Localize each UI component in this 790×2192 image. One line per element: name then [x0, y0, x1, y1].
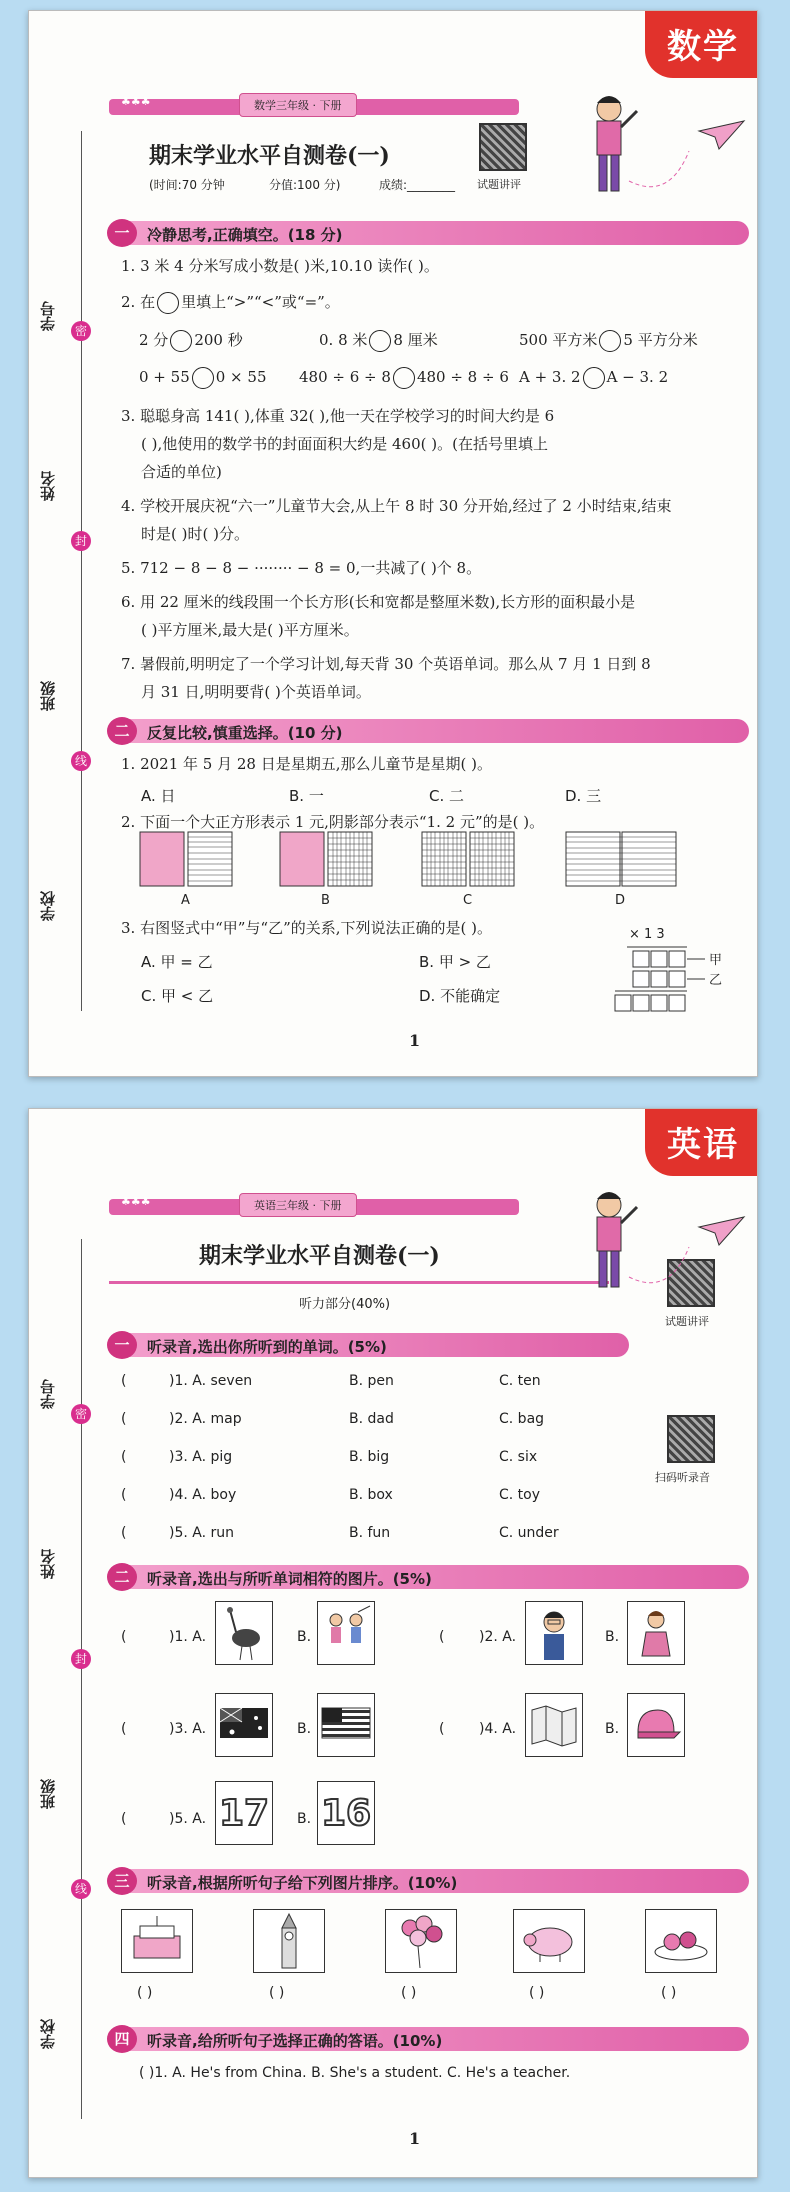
- section-number: 一: [107, 219, 137, 247]
- word-option-c[interactable]: C. under: [499, 1525, 559, 1541]
- compare-circle[interactable]: [192, 367, 214, 389]
- ostrich-picture[interactable]: [215, 1601, 273, 1665]
- section-title: 听录音,给所听句子选择正确的答语。(10%): [147, 2032, 443, 2050]
- math-mc1: 1. 2021 年 5 月 28 日是星期五,那么儿童节是星期( )。: [121, 755, 492, 773]
- title-underline: [109, 1281, 609, 1284]
- compare-item: 0 + 55 0 × 55: [139, 367, 267, 389]
- usa-flag-picture[interactable]: [317, 1693, 375, 1757]
- grid-option-b-figure[interactable]: [279, 831, 373, 887]
- math-q1: 1. 3 米 4 分米写成小数是( )米,10.10 读作( )。: [121, 257, 439, 275]
- math-q6-line2: ( )平方厘米,最大是( )平方厘米。: [141, 621, 359, 639]
- math-section-1-header: [109, 221, 749, 245]
- english-section-1-header: [109, 1333, 629, 1357]
- seal-xian: 线: [71, 751, 91, 771]
- word-option-a[interactable]: )3. A. pig: [169, 1449, 233, 1465]
- section-number: 一: [107, 1331, 137, 1359]
- side-label-school: 学校: [39, 2019, 57, 2049]
- math-q3-line1: 3. 聪聪身高 141( ),体重 32( ),他一天在学校学习的时间大约是 6: [121, 407, 555, 425]
- english-qr-caption: 试题讲评: [665, 1315, 709, 1328]
- pic-option-b-label: B.: [297, 1629, 312, 1645]
- answer-blank[interactable]: (: [439, 1629, 445, 1645]
- math-q7-line1: 7. 暑假前,明明定了一个学习计划,每天背 30 个英语单词。那么从 7 月 1 日到 8: [121, 655, 651, 673]
- word-option-b[interactable]: B. pen: [349, 1373, 394, 1389]
- boy-with-paper-plane-illustration: [569, 91, 749, 211]
- binding-dashed-line: [81, 131, 82, 1011]
- side-label-student-no: 学号: [39, 301, 57, 331]
- seal-feng: 封: [71, 1649, 91, 1669]
- boy-with-paper-plane-illustration: [569, 1187, 749, 1307]
- answer-blank[interactable]: (: [121, 1525, 127, 1541]
- side-label-school: 学校: [39, 891, 57, 921]
- mc1-option-b[interactable]: B. 一: [289, 787, 324, 805]
- grid-option-c-figure[interactable]: [421, 831, 515, 887]
- order-blank[interactable]: ( ): [401, 1985, 417, 2001]
- vertical-calc-multiplier: × 1 3: [629, 927, 665, 942]
- mc3-option-a[interactable]: A. 甲 = 乙: [141, 953, 213, 971]
- answer-blank[interactable]: (: [121, 1721, 127, 1737]
- compare-circle[interactable]: [599, 330, 621, 352]
- section-number: 二: [107, 1563, 137, 1591]
- section-title: 反复比较,慎重选择。(10 分): [147, 724, 343, 742]
- mc1-option-a[interactable]: A. 日: [141, 787, 176, 805]
- pic-option-b-label: B.: [297, 1721, 312, 1737]
- cake-picture[interactable]: [121, 1909, 193, 1973]
- word-option-b[interactable]: B. big: [349, 1449, 390, 1465]
- pic-question-label: )2. A.: [479, 1629, 517, 1645]
- number-a-text: 17: [218, 1792, 270, 1834]
- compare-circle[interactable]: [583, 367, 605, 389]
- order-blank[interactable]: ( ): [137, 1985, 153, 2001]
- compare-item: 480 ÷ 6 ÷ 8 480 ÷ 8 ÷ 6: [299, 367, 509, 389]
- math-page-number: 1: [409, 1031, 421, 1050]
- word-option-c[interactable]: C. toy: [499, 1487, 541, 1503]
- girl-picture[interactable]: [627, 1601, 685, 1665]
- math-exam-sheet: [28, 10, 758, 1077]
- math-paper-title: 期末学业水平自测卷(一): [149, 143, 390, 169]
- compare-circle[interactable]: [157, 292, 179, 314]
- grid-label-b: B: [321, 893, 330, 908]
- listening-part-label: 听力部分(40%): [299, 1297, 391, 1312]
- mc3-option-b[interactable]: B. 甲 > 乙: [419, 953, 491, 971]
- math-grade-tag: 数学三年级 · 下册: [239, 93, 357, 117]
- answer-blank[interactable]: (: [121, 1487, 127, 1503]
- section4-question-1[interactable]: ( )1. A. He's from China. B. She's a student. C. He's a teacher.: [139, 2065, 571, 2081]
- answer-blank[interactable]: (: [121, 1411, 127, 1427]
- pic-question-label: )3. A.: [169, 1721, 207, 1737]
- word-option-b[interactable]: B. fun: [349, 1525, 391, 1541]
- math-meta-result: 成绩:________: [379, 178, 456, 192]
- word-option-a[interactable]: )1. A. seven: [169, 1373, 253, 1389]
- q2-rest-text: 里填上“>”“<”或“=”。: [181, 293, 340, 311]
- answer-blank[interactable]: (: [439, 1721, 445, 1737]
- vertical-calc-figure: [605, 945, 725, 1023]
- number-picture-a[interactable]: [215, 1781, 273, 1845]
- order-blank[interactable]: ( ): [269, 1985, 285, 2001]
- number-b-text: 16: [320, 1792, 372, 1834]
- english-paper-title: 期末学业水平自测卷(一): [199, 1243, 440, 1269]
- answer-blank[interactable]: (: [121, 1629, 127, 1645]
- fruit-plate-picture[interactable]: [645, 1909, 717, 1973]
- side-label-name: 姓名: [39, 471, 57, 501]
- english-section-4-header: [109, 2027, 749, 2051]
- section-title: 听录音,根据所听句子给下列图片排序。(10%): [147, 1874, 458, 1892]
- grid-option-d-figure[interactable]: [565, 831, 677, 887]
- compare-circle[interactable]: [393, 367, 415, 389]
- number-picture-b[interactable]: [317, 1781, 375, 1845]
- section-title: 听录音,选出你所听到的单词。(5%): [147, 1338, 387, 1356]
- compare-item: A + 3. 2 A − 3. 2: [519, 367, 668, 389]
- math-section-2-header: [109, 719, 749, 743]
- english-subject-badge: 英语: [645, 1109, 757, 1176]
- math-q4-line1: 4. 学校开展庆祝“六一”儿童节大会,从上午 8 时 30 分开始,经过了 2 小时结束,结束: [121, 497, 672, 515]
- grid-label-c: C: [463, 893, 473, 908]
- math-q4-line2: 时是( )时( )分。: [141, 525, 249, 543]
- math-mc3: 3. 右图竖式中“甲”与“乙”的关系,下列说法正确的是( )。: [121, 919, 492, 937]
- mc1-option-d[interactable]: D. 三: [565, 787, 602, 805]
- word-option-b[interactable]: B. dad: [349, 1411, 394, 1427]
- seal-feng: 封: [71, 531, 91, 551]
- man-picture[interactable]: [525, 1601, 583, 1665]
- mc1-option-c[interactable]: C. 二: [429, 787, 465, 805]
- section-number: 三: [107, 1867, 137, 1895]
- pic-option-b-label: B.: [605, 1721, 620, 1737]
- section-title: 听录音,选出与所听单词相符的图片。(5%): [147, 1570, 432, 1588]
- math-q3-line3: 合适的单位): [141, 463, 222, 481]
- answer-blank[interactable]: (: [121, 1373, 127, 1389]
- word-option-a[interactable]: )4. A. boy: [169, 1487, 237, 1503]
- grid-label-d: D: [615, 893, 626, 908]
- listening-qr-caption: 扫码听录音: [655, 1471, 710, 1484]
- children-picture[interactable]: [317, 1601, 375, 1665]
- grid-label-a: A: [181, 893, 190, 908]
- balloons-picture[interactable]: [385, 1909, 457, 1973]
- map-picture[interactable]: [525, 1693, 583, 1757]
- compare-item: 500 平方米 5 平方分米: [519, 329, 698, 352]
- seal-mi: 密: [71, 321, 91, 341]
- pig-picture[interactable]: [513, 1909, 585, 1973]
- mc3-option-c[interactable]: C. 甲 < 乙: [141, 987, 214, 1005]
- english-exam-sheet: [28, 1108, 758, 2178]
- math-subject-badge: 数学: [645, 11, 757, 78]
- math-meta-score: 分值:100 分): [269, 178, 341, 192]
- word-option-b[interactable]: B. box: [349, 1487, 393, 1503]
- book-logo-icon: ♣♣♣: [121, 1195, 151, 1208]
- english-section-2-header: [109, 1565, 749, 1589]
- english-page-number: 1: [409, 2129, 421, 2148]
- side-label-student-no: 学号: [39, 1379, 57, 1409]
- mc3-option-d[interactable]: D. 不能确定: [419, 987, 501, 1005]
- seal-xian: 线: [71, 1879, 91, 1899]
- compare-item: 2 分 200 秒: [139, 329, 243, 352]
- answer-blank[interactable]: (: [121, 1811, 127, 1827]
- math-q3-line2: ( ),他使用的数学书的封面面积大约是 460( )。(在括号里填上: [141, 435, 548, 453]
- pic-question-label: )4. A.: [479, 1721, 517, 1737]
- pic-option-b-label: B.: [605, 1629, 620, 1645]
- section-number: 二: [107, 717, 137, 745]
- big-ben-picture[interactable]: [253, 1909, 325, 1973]
- side-label-class: 班级: [39, 681, 57, 711]
- math-q5: 5. 712 − 8 − 8 − ········ − 8 = 0,一共减了( )个 8。: [121, 559, 482, 577]
- answer-blank[interactable]: (: [121, 1449, 127, 1465]
- word-option-a[interactable]: )5. A. run: [169, 1525, 235, 1541]
- order-blank[interactable]: ( ): [529, 1985, 545, 2001]
- book-logo-icon: ♣♣♣: [121, 95, 151, 108]
- math-q7-line2: 月 31 日,明明要背( )个英语单词。: [141, 683, 371, 701]
- english-grade-tag: 英语三年级 · 下册: [239, 1193, 357, 1217]
- binding-side-strip: [29, 131, 99, 1036]
- cap-picture[interactable]: [627, 1693, 685, 1757]
- compare-circle[interactable]: [170, 330, 192, 352]
- math-qr-code[interactable]: [479, 123, 527, 171]
- q2-intro-text: 2. 在: [121, 293, 156, 311]
- section-title: 冷静思考,正确填空。(18 分): [147, 226, 343, 244]
- pic-question-label: )1. A.: [169, 1629, 207, 1645]
- grid-option-a-figure[interactable]: [139, 831, 233, 887]
- word-option-c[interactable]: C. six: [499, 1449, 538, 1465]
- compare-item: 0. 8 米 8 厘米: [319, 329, 438, 352]
- side-label-name: 姓名: [39, 1549, 57, 1579]
- seal-mi: 密: [71, 1404, 91, 1424]
- binding-side-strip: [29, 1239, 99, 2137]
- word-option-c[interactable]: C. bag: [499, 1411, 545, 1427]
- vertical-calc-yi: 乙: [709, 973, 723, 988]
- math-qr-caption: 试题讲评: [477, 178, 521, 191]
- compare-circle[interactable]: [369, 330, 391, 352]
- side-label-class: 班级: [39, 1779, 57, 1809]
- listening-qr-code[interactable]: [667, 1415, 715, 1463]
- word-option-c[interactable]: C. ten: [499, 1373, 541, 1389]
- binding-dashed-line: [81, 1239, 82, 2119]
- vertical-calc-jia: 甲: [709, 953, 723, 968]
- order-blank[interactable]: ( ): [661, 1985, 677, 2001]
- english-section-3-header: [109, 1869, 749, 1893]
- australia-flag-picture[interactable]: [215, 1693, 273, 1757]
- pic-option-b-label: B.: [297, 1811, 312, 1827]
- section-number: 四: [107, 2025, 137, 2053]
- pic-question-label: )5. A.: [169, 1811, 207, 1827]
- math-q2-intro: [121, 291, 340, 314]
- math-q6-line1: 6. 用 22 厘米的线段围一个长方形(长和宽都是整厘米数),长方形的面积最小是: [121, 593, 636, 611]
- math-meta-time: (时间:70 分钟: [149, 178, 225, 192]
- word-option-a[interactable]: )2. A. map: [169, 1411, 242, 1427]
- math-mc2: 2. 下面一个大正方形表示 1 元,阴影部分表示“1. 2 元”的是( )。: [121, 813, 545, 831]
